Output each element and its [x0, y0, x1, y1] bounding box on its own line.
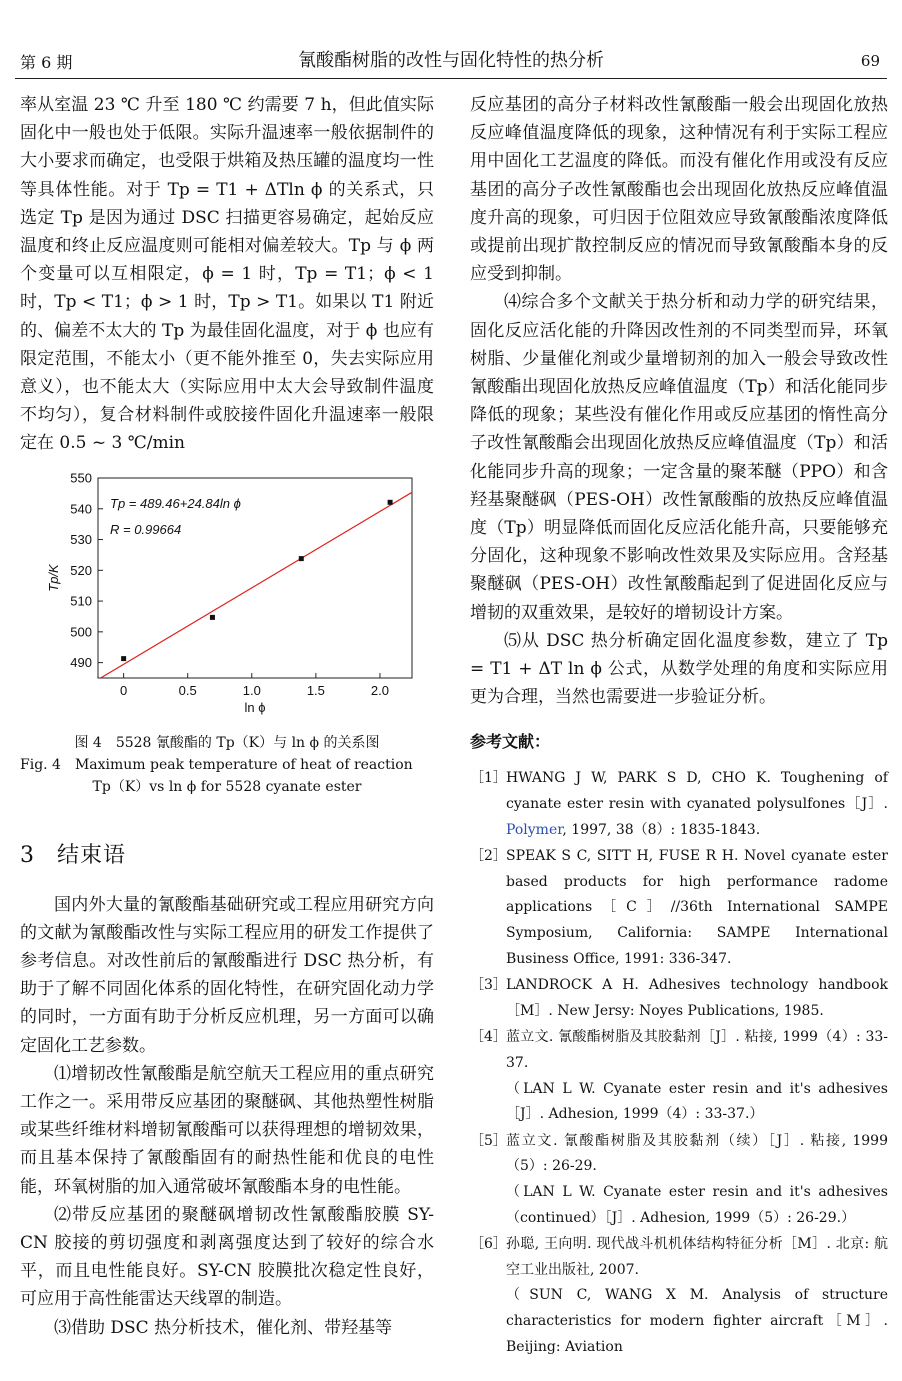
reference-text	[506, 1232, 888, 1360]
data-point	[388, 499, 393, 504]
x-axis-label: ln ϕ	[244, 699, 266, 715]
reference-main: 蓝立文. 氰酸酯树脂及其胶黏剂（续）［J］. 粘接, 1999（5）: 26-29.	[506, 1132, 888, 1175]
reference-main: LANDROCK A H. Adhesives technology handbook［M］. New Jersy: Noyes Publications, 1985.	[506, 977, 888, 1019]
section-number: 3	[20, 842, 35, 868]
reference-main: SPEAK S C, SITT H, FUSE R H. Novel cyanate ester based products for high performance radome applications［C］//36th International SAMPE Symposium, California: SAMPE International Business Office, 1991: 336-347.	[506, 848, 888, 967]
reference-main: 蓝立文. 氰酸酯树脂及其胶黏剂［J］. 粘接, 1999（4）: 33-37.	[506, 1029, 888, 1071]
data-point	[210, 615, 215, 620]
paragraph-continued-right: 反应基团的高分子材料改性氰酸酯一般会出现固化放热反应峰值温度降低的现象，这种情况有利于实际工程应用中固化工艺温度的降低。而没有催化作用或没有反应基团的高分子改性氰酸酯也会出现固化放热反应峰值温度升高的现象，可归因于位阻效应导致氰酸酯浓度降低或提前出现扩散控制反应的情况而导致氰酸酯本身的反应受到抑制。	[470, 95, 888, 285]
x-tick-label: 2.0	[370, 682, 389, 698]
reference-item	[470, 1025, 888, 1127]
paragraph-point-2: ⑵带反应基团的聚醚砜增韧改性氰酸酯胶膜 SY-CN 胶接的剪切强度和剥离强度达到了较好的综合水平，而且电性能良好。SY-CN 胶膜批次稳定性良好，可应用于高性能雷达天线罩的制造。	[20, 1204, 434, 1310]
right-column	[470, 91, 888, 1361]
x-tick-label: 0	[120, 682, 128, 698]
data-point	[121, 656, 126, 661]
reference-index: ［2］	[470, 848, 507, 865]
paragraph-point-3: ⑶借助 DSC 热分析技术，催化剂、带羟基等	[54, 1317, 393, 1338]
paragraph-point-1: ⑴增韧改性氰酸酯是航空航天工程应用的重点研究工作之一。采用带反应基团的聚醚砜、其他热塑性树脂或某些纤维材料增韧氰酸酯可以获得理想的增韧效果，而且基本保持了氰酸酯固有的耐热性能和优良的电性能，环氧树脂的加入通常破坏氰酸酯本身的电性能。	[20, 1063, 434, 1197]
y-axis-label: Tp/K	[46, 563, 61, 592]
reference-item	[470, 844, 888, 972]
reference-index: ［1］	[470, 770, 507, 787]
y-tick-label: 510	[70, 593, 92, 609]
reference-text	[506, 973, 888, 1024]
header-rule	[15, 78, 887, 79]
fit-line	[101, 492, 412, 678]
reference-tail: , 1997, 38（8）: 1835-1843.	[562, 821, 761, 838]
paragraph-continued: 率从室温 23 ℃ 升至 180 ℃ 约需要 7 h，但此值实际固化中一般也处于低限。实际升温速率一般依据制件的大小要求而确定，也受限于烘箱及热压罐的温度均一性等具体性能。对于 Tp = T1 + ΔTln ϕ 的关系式，只选定 Tp 是因为通过 DSC 扫描更容易确定，起始反应温度和终止反应温度则可能相对偏差较大。Tp 与 ϕ 两个变量可以互相限定，ϕ = 1 时，Tp = T1；ϕ < 1 时，Tp < T1；ϕ > 1 时，Tp > T1。如果以 T1 附近的、偏差不太大的 Tp 为最佳固化温度，对于 ϕ 也应有限定范围，不能太小（更不能外推至 0，失去实际应用意义），也不能太大（实际应用中太大会导致制件温度不均匀），复合材料制件或胶接件固化升温速率一般限定在 0.5 ~ 3 ℃/min	[20, 95, 434, 454]
figure-caption-cn: 图 4 5528 氰酸酯的 Tp（K）与 ln ϕ 的关系图	[74, 734, 380, 751]
reference-item	[470, 1232, 888, 1360]
fit-r-label: R = 0.99664	[110, 521, 182, 537]
reference-item	[470, 766, 888, 843]
reference-journal-link[interactable]: Polymer	[506, 821, 563, 838]
y-tick-label: 540	[70, 500, 92, 516]
reference-index: ［4］	[470, 1029, 507, 1046]
paragraph-intro: 国内外大量的氰酸酯基础研究或工程应用研究方向的文献为氰酸酯改性与实际工程应用的研发工作提供了参考信息。对改性前后的氰酸酯进行 DSC 热分析，有助于了解不同固化体系的固化特性，在研究固化动力学的同时，一方面有助于分析反应机理，另一方面可以确定固化工艺参数。	[20, 894, 434, 1056]
section-title: 结束语	[57, 842, 127, 868]
figure-caption-en-line2: Tp（K）vs ln ϕ for 5528 cyanate ester	[92, 778, 362, 795]
reference-index: ［5］	[470, 1132, 507, 1149]
reference-text	[506, 766, 888, 843]
reference-main: 孙聪, 王向明. 现代战斗机机体结构特征分析［M］. 北京: 航空工业出版社, 2007.	[506, 1236, 888, 1278]
reference-item	[470, 1129, 888, 1231]
chart-svg	[20, 470, 434, 724]
y-tick-label: 550	[70, 470, 92, 486]
figure-4-chart	[20, 470, 434, 724]
references-heading: 参考文献：	[470, 732, 551, 752]
reference-translation: （LAN L W. Cyanate ester resin and it's adhesives（continued）［J］. Adhesion, 1999（5）: 26-29.）	[506, 1183, 888, 1226]
y-tick-label: 490	[70, 654, 92, 670]
reference-text	[506, 1025, 888, 1127]
reference-text	[506, 1129, 888, 1231]
running-title: 氰酸酯树脂的改性与固化特性的热分析	[298, 50, 604, 71]
x-tick-label: 1.5	[306, 682, 325, 698]
paragraph-point-4: ⑷综合多个文献关于热分析和动力学的研究结果，固化反应活化能的升降因改性剂的不同类型而异，环氧树脂、少量催化剂或少量增韧剂的加入一般会导致改性氰酸酯出现固化放热反应峰值温度（Tp）和活化能同步降低的现象；某些没有催化作用或反应基团的惰性高分子改性氰酸酯会出现固化放热反应峰值温度（Tp）和活化能同步升高的现象；一定含量的聚苯醚（PPO）和含羟基聚醚砜（PES-OH）改性氰酸酯的放热反应峰值温度（Tp）明显降低而固化反应活化能升高，只要能够充分固化，这种现象不影响改性效果及实际应用。含羟基聚醚砜（PES-OH）改性氰酸酯起到了促进固化反应与增韧的双重效果，是较好的增韧设计方案。	[470, 292, 888, 623]
references-list	[470, 766, 888, 1360]
x-tick-label: 0.5	[178, 682, 197, 698]
reference-text	[506, 844, 888, 972]
paragraph-point-5: ⑸从 DSC 热分析确定固化温度参数，建立了 Tp = T1 + ΔT ln ϕ 公式，从数学处理的角度和实际应用更为合理，当然也需要进一步验证分析。	[470, 630, 888, 708]
x-tick-label: 1.0	[242, 682, 261, 698]
y-tick-label: 520	[70, 562, 92, 578]
reference-index: ［6］	[470, 1236, 507, 1253]
y-tick-label: 530	[70, 531, 92, 547]
reference-translation: （LAN L W. Cyanate ester resin and it's adhesives［J］. Adhesion, 1999（4）: 33-37.）	[506, 1080, 888, 1123]
page-number: 69	[860, 52, 880, 70]
reference-item	[470, 973, 888, 1024]
reference-translation: （SUN C, WANG X M. Analysis of structure characteristics for modern fighter aircraft［M］. Beijing: Aviation	[506, 1287, 888, 1355]
issue-number: 第 6 期	[20, 53, 73, 72]
figure-caption-en-line1: Fig. 4 Maximum peak temperature of heat of reaction	[20, 756, 413, 773]
section-heading	[20, 838, 434, 869]
left-column	[20, 91, 434, 1342]
page-header	[0, 0, 902, 80]
fit-equation-label: Tp = 489.46+24.84ln ϕ	[110, 495, 241, 511]
reference-index: ［3］	[470, 977, 507, 994]
y-tick-label: 500	[70, 623, 92, 639]
data-point	[299, 556, 304, 561]
reference-main: HWANG J W, PARK S D, CHO K. Toughening of cyanate ester resin with cyanated polysulfones［J］.	[506, 770, 888, 813]
